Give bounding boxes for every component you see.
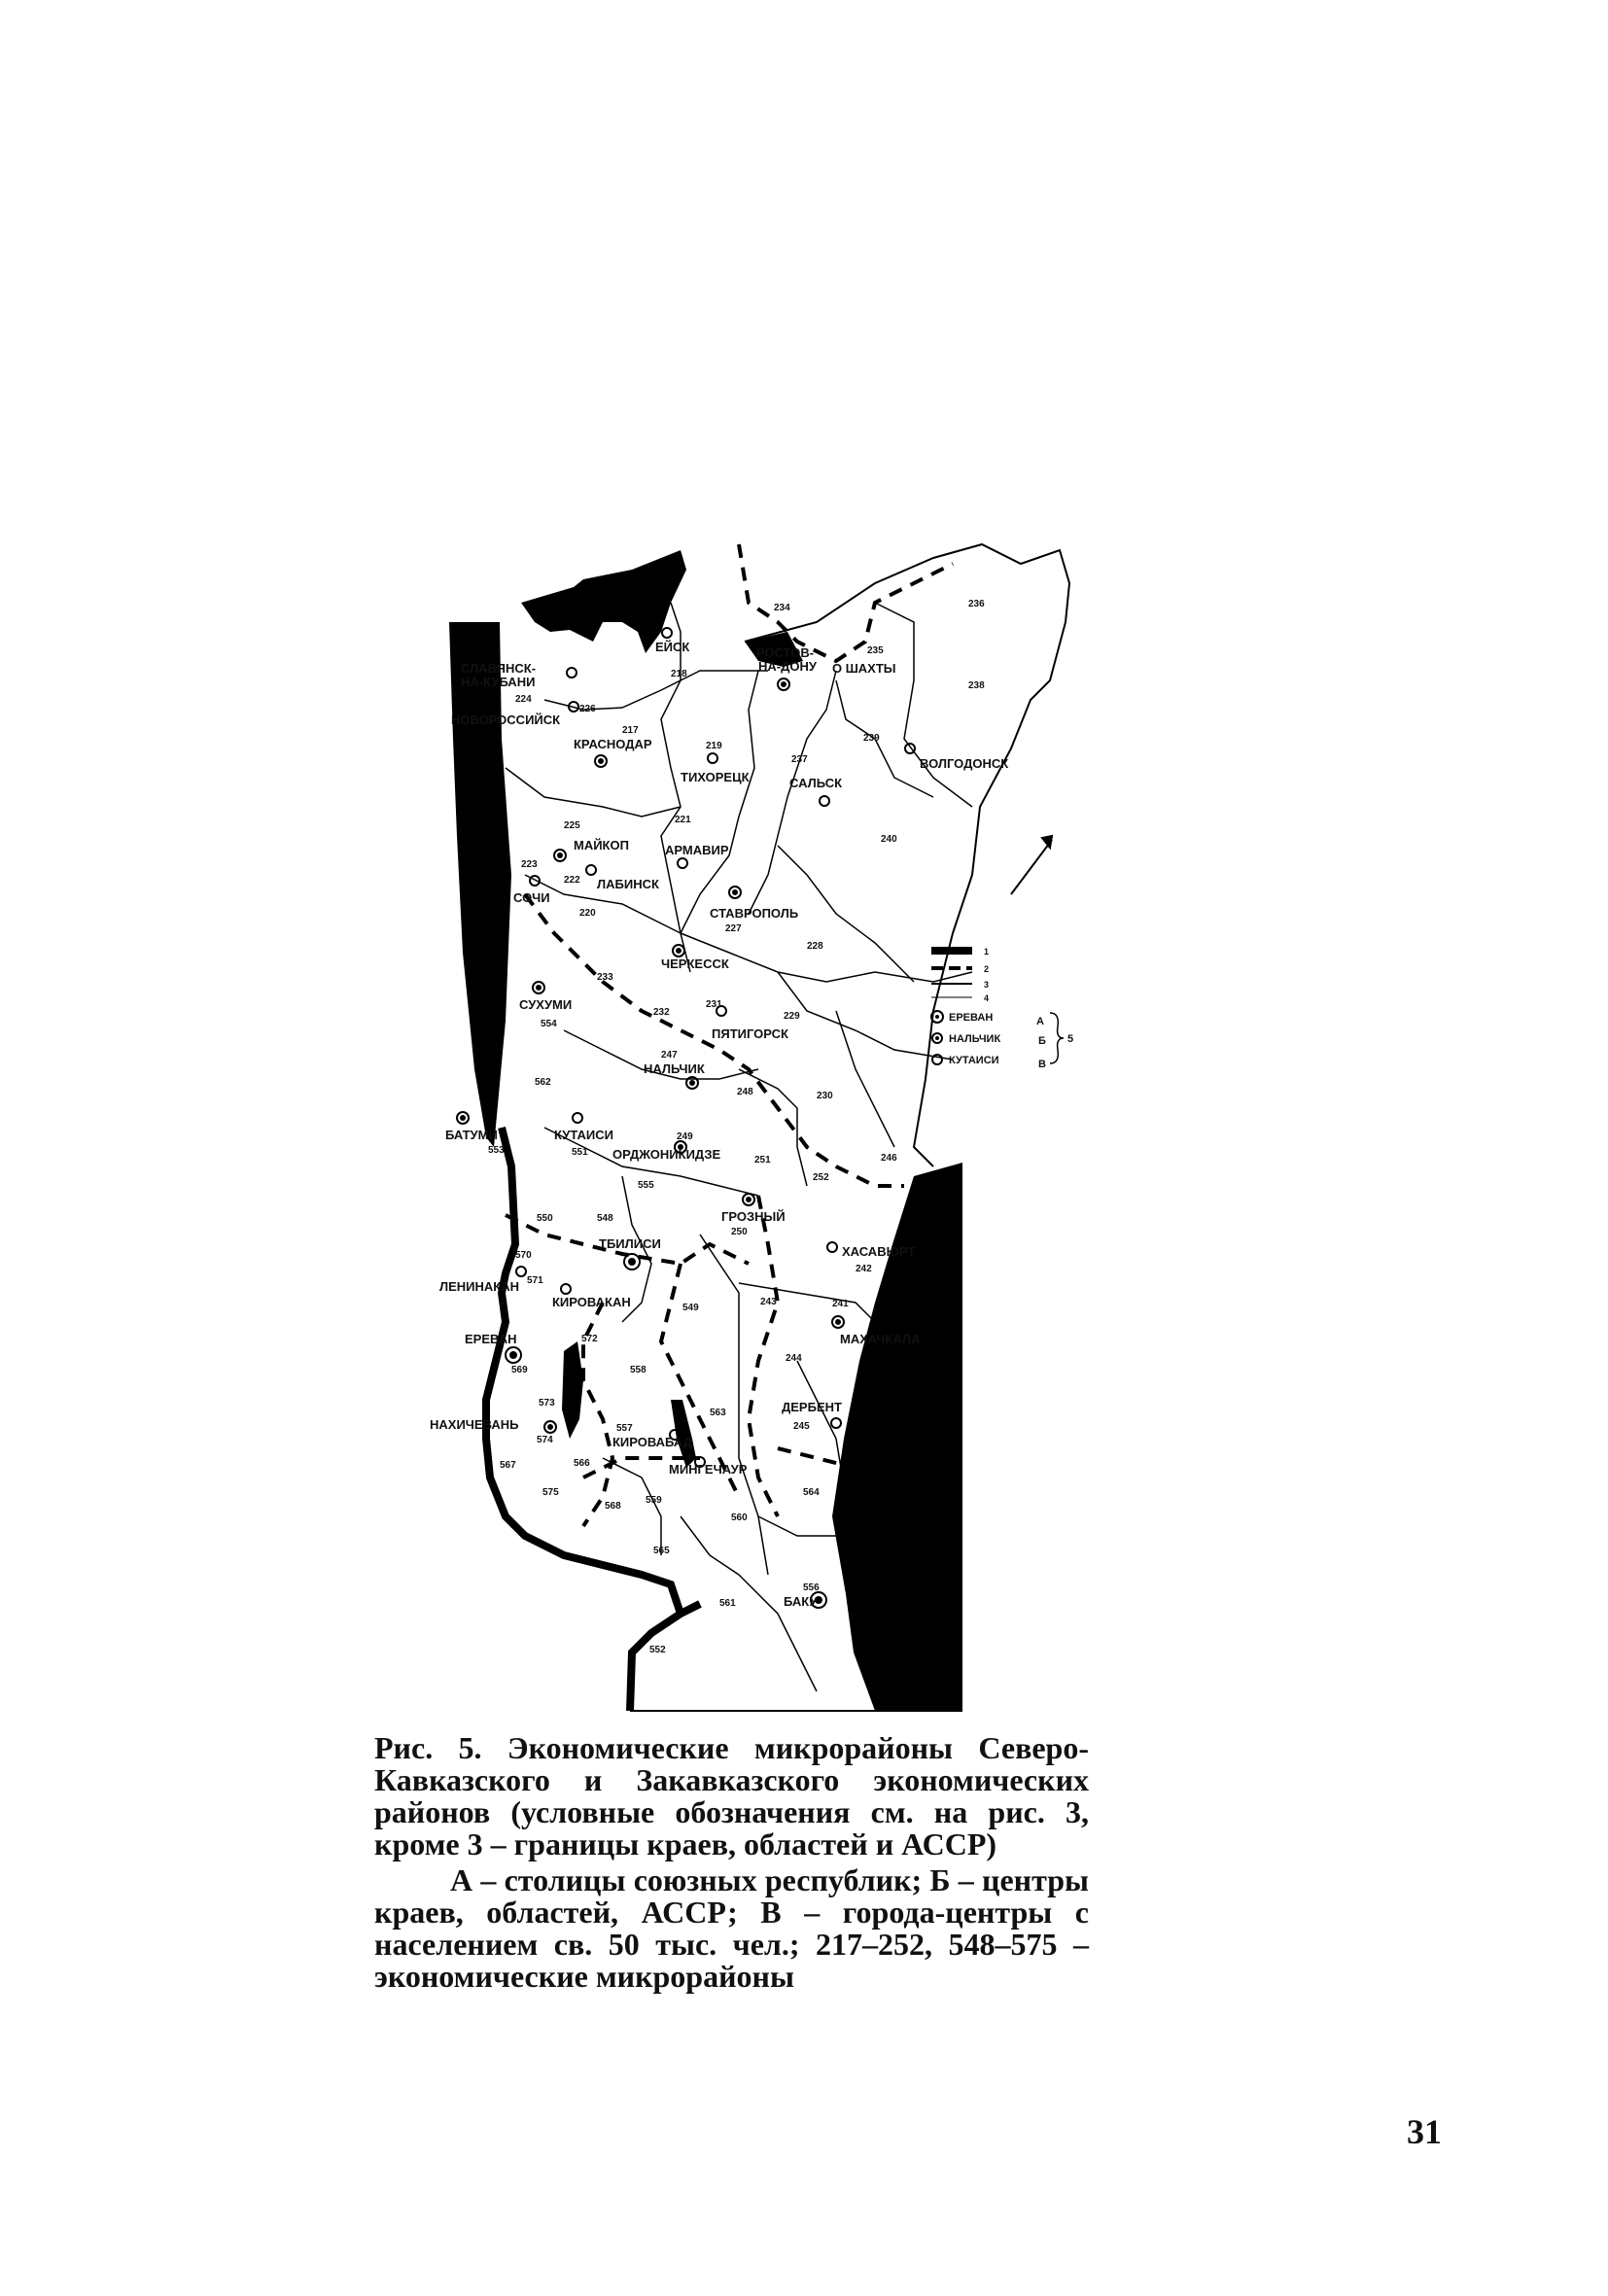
region-560: 560 (731, 1513, 748, 1523)
region-251: 251 (754, 1155, 771, 1165)
region-218: 218 (671, 669, 687, 679)
figure-caption (374, 1732, 1089, 1993)
caption-title: Рис. 5. Экономические микрорайоны Северо-Кавказского и Закавказского экономических районов (условные обозначения см. на рис. 3, кроме 3 – границы краев, областей и АССР) (374, 1730, 1089, 1861)
city-label-stavropol: СТАВРОПОЛЬ (710, 906, 799, 921)
legend-capital-text: ЕРЕВАН (949, 1012, 994, 1024)
nalchik-marker-dot (690, 1081, 694, 1085)
tikhoretsk-marker (708, 753, 717, 763)
region-225: 225 (564, 820, 580, 831)
boundary-line (661, 603, 690, 972)
region-217: 217 (622, 725, 639, 736)
city-label-sukhumi: СУХУМИ (519, 997, 573, 1012)
region-550: 550 (537, 1213, 553, 1224)
cherkessk-marker-dot (677, 949, 681, 953)
sukhumi-marker-dot (537, 986, 541, 990)
region-246: 246 (881, 1153, 897, 1164)
city-label-kirovakan: КИРОВАКАН (552, 1295, 631, 1309)
city-label-kutaisi: КУТАИСИ (554, 1128, 613, 1142)
region-574: 574 (537, 1435, 553, 1445)
kirovakan-marker (561, 1284, 571, 1294)
leninakan-marker (516, 1267, 526, 1276)
legend-capital-marker-dot (935, 1015, 939, 1019)
region-572: 572 (581, 1334, 598, 1344)
region-564: 564 (803, 1487, 820, 1498)
city-label-na-kubani: НА-КУБАНИ (461, 675, 536, 689)
boundary-line (836, 680, 933, 797)
region-575: 575 (542, 1487, 559, 1498)
city-label-tbilisi: ТБИЛИСИ (599, 1236, 661, 1251)
region-573: 573 (539, 1398, 555, 1409)
legend-group-key: 5 (1067, 1033, 1074, 1045)
state-border-north (745, 544, 1069, 1166)
region-240: 240 (881, 834, 897, 845)
region-553: 553 (488, 1145, 505, 1156)
legend-label-3: 3 (984, 980, 990, 990)
city-label-cherkessk: ЧЕРКЕССК (661, 957, 729, 971)
city-label-sochi: СОЧИ (513, 890, 550, 905)
region-548: 548 (597, 1213, 613, 1224)
city-label-labinsk: ЛАБИНСК (597, 877, 659, 891)
region-230: 230 (817, 1091, 833, 1101)
map-legend (931, 947, 1073, 1070)
region-219: 219 (706, 741, 722, 751)
region-557: 557 (616, 1423, 633, 1434)
region-551: 551 (572, 1147, 588, 1158)
sea-of-azov (521, 550, 686, 653)
city-label-pyatigorsk: ПЯТИГОРСК (712, 1026, 788, 1041)
region-563: 563 (710, 1408, 726, 1418)
city-label-rostov-2: НА-ДОНУ (758, 659, 817, 674)
region-238: 238 (968, 680, 985, 691)
region-569: 569 (511, 1365, 528, 1375)
yerevan-marker-dot (510, 1352, 516, 1358)
region-558: 558 (630, 1365, 647, 1375)
region-237: 237 (791, 754, 808, 765)
rostov-marker-dot (782, 682, 786, 686)
city-label-ordzhonikidze: ОРДЖОНИКИДЗЕ (612, 1147, 721, 1162)
city-label-tikhoretsk: ТИХОРЕЦК (681, 770, 750, 784)
region-223: 223 (521, 859, 538, 870)
boundary-line (681, 671, 758, 933)
city-label-khasavyurt: ХАСАВЮРТ (842, 1244, 916, 1259)
region-228: 228 (807, 941, 823, 952)
region-234: 234 (774, 603, 790, 613)
region-242: 242 (856, 1264, 872, 1274)
yeysk-marker (662, 628, 672, 638)
region-233: 233 (597, 972, 613, 983)
city-label-batumi: БАТУМИ (445, 1128, 498, 1142)
salsk-marker (820, 796, 829, 806)
region-566: 566 (574, 1458, 590, 1469)
khasavyurt-marker (827, 1242, 837, 1252)
legend-brace (1050, 1013, 1064, 1063)
nakhichevan-marker-dot (548, 1425, 552, 1429)
legend-center-marker-dot (935, 1036, 939, 1040)
region-552: 552 (649, 1645, 666, 1655)
city-label-grozny: ГРОЗНЫЙ (721, 1209, 786, 1224)
region-224: 224 (515, 694, 532, 705)
region-231: 231 (706, 999, 722, 1010)
region-244: 244 (786, 1353, 802, 1364)
region-252: 252 (813, 1172, 829, 1183)
caption-legend: А – столицы союзных республик; Б – центры краев, областей, АССР; В – города-центры с населением св. 50 тыс. чел.; 217–252, 548–575 – экономические микрорайоны (374, 1862, 1089, 1994)
legend-town-key: В (1038, 1059, 1046, 1070)
city-label-leninakan: ЛЕНИНАКАН (439, 1279, 520, 1294)
dashed-boundary (749, 1196, 778, 1516)
boundary-line (875, 603, 972, 807)
city-label-nakhichevan: НАХИЧЕВАНЬ (430, 1417, 519, 1432)
boundary-line (506, 768, 681, 817)
boundary-line (778, 972, 953, 1060)
region-220: 220 (579, 908, 596, 919)
boundary-line (739, 1283, 875, 1322)
grozny-marker-dot (747, 1198, 751, 1201)
city-label-baku: БАКУ (784, 1594, 818, 1609)
makhachkala-marker-dot (836, 1320, 840, 1324)
city-label-maykop: МАЙКОП (574, 838, 629, 852)
legend-town-marker (932, 1055, 942, 1064)
legend-label-2: 2 (984, 964, 990, 974)
city-label-krasnodar: КРАСНОДАР (574, 737, 652, 751)
city-label-kirovabad: КИРОВАБАД (612, 1435, 692, 1449)
direction-arrow (1011, 836, 1052, 894)
region-556: 556 (803, 1583, 820, 1593)
derbent-marker (831, 1418, 841, 1428)
legend-town-text: КУТАИСИ (949, 1055, 999, 1066)
black-sea (449, 622, 511, 1147)
city-label-nalchik: НАЛЬЧИК (644, 1061, 705, 1076)
region-247: 247 (661, 1050, 678, 1061)
region-567: 567 (500, 1460, 516, 1471)
region-571: 571 (527, 1275, 543, 1286)
city-label-salsk: САЛЬСК (789, 776, 843, 790)
region-249: 249 (677, 1131, 693, 1142)
city-label-mingechaur: МИНГЕЧАУР (669, 1462, 748, 1477)
region-570: 570 (515, 1250, 532, 1261)
legend-label-1: 1 (984, 947, 990, 957)
lake-sevan (562, 1341, 583, 1439)
region-561: 561 (719, 1598, 736, 1609)
armavir-marker (678, 858, 687, 868)
region-549: 549 (682, 1303, 699, 1313)
kutaisi-marker (573, 1113, 582, 1123)
region-555: 555 (638, 1180, 654, 1191)
city-label-rostov-1: РОСТОВ- (756, 645, 815, 660)
region-222: 222 (564, 875, 580, 886)
city-label-armavir: АРМАВИР (665, 843, 729, 857)
maykop-marker-dot (558, 853, 562, 857)
city-label-novorossiysk: НОВОРОССИЙСК (451, 713, 561, 727)
region-568: 568 (605, 1501, 621, 1512)
batumi-marker-dot (461, 1116, 465, 1120)
legend-capital-key: А (1036, 1016, 1044, 1027)
city-label-volgodonsk: ВОЛГОДОНСК (920, 756, 1009, 771)
slavyansk-marker (567, 668, 577, 678)
city-label-shakhty: О ШАХТЫ (832, 661, 896, 676)
city-label-makhachkala: МАХАЧКАЛА (840, 1332, 921, 1346)
page-number: 31 (1407, 2112, 1442, 2151)
stavropol-marker-dot (733, 890, 737, 894)
labinsk-marker (586, 865, 596, 875)
legend-center-key: Б (1038, 1035, 1046, 1047)
region-221: 221 (675, 815, 691, 825)
city-label-slavyansk: СЛАВЯНСК- (461, 661, 537, 676)
region-229: 229 (784, 1011, 800, 1022)
region-232: 232 (653, 1007, 670, 1018)
krasnodar-marker-dot (599, 759, 603, 763)
region-565: 565 (653, 1546, 670, 1556)
region-250: 250 (731, 1227, 748, 1237)
volgodonsk-marker (905, 744, 915, 753)
region-245: 245 (793, 1421, 810, 1432)
legend-center-text: НАЛЬЧИК (949, 1033, 1001, 1045)
region-562: 562 (535, 1077, 551, 1088)
tbilisi-marker-dot (629, 1259, 635, 1265)
legend-label-4: 4 (984, 993, 990, 1003)
city-label-yerevan: ЕРЕВАН (465, 1332, 517, 1346)
city-label-yeysk: ЕЙСК (655, 640, 690, 654)
city-label-derbent: ДЕРБЕНТ (782, 1400, 842, 1414)
region-236: 236 (968, 599, 985, 609)
region-241: 241 (832, 1299, 849, 1309)
region-554: 554 (541, 1019, 557, 1029)
boundary-line (749, 671, 836, 914)
region-227: 227 (725, 923, 742, 934)
boundary-line (836, 1011, 894, 1147)
region-248: 248 (737, 1087, 753, 1097)
region-239: 239 (863, 733, 880, 744)
region-559: 559 (646, 1495, 662, 1506)
region-243: 243 (760, 1297, 777, 1307)
region-226: 226 (579, 704, 596, 714)
region-235: 235 (867, 645, 884, 656)
